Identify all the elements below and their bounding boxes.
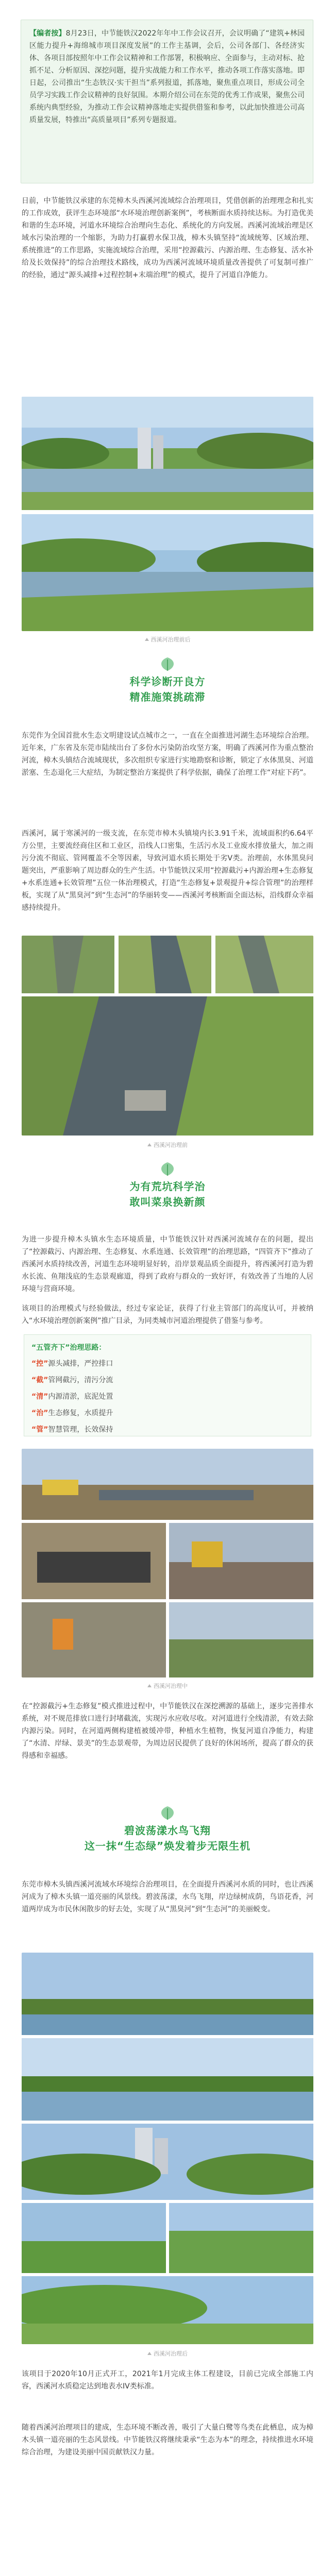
section-heading-3: 碧波荡漾水鸟飞翔 这一抹“生态绿”焕发着步无限生机 xyxy=(84,1824,251,1852)
editor-note-body: 8月23日，中节能铁汉2022年年中工作会议召开，会议明确了“建筑+林园区能力提升+海绵城市项目深度发展”的工作主基调，会后，公司各部门、各经济实体、各项目部按照年中工作会议精神和工作部署，积极响应、全面参与，主动对标、抢抓不足、分析原因、深挖问题，提升实战能力和工作水平，推动各项工作落实落地。即日起，公司推出“生态铁汉·实干担当”系列报道，抓落地，聚焦重点项目，形成公司全员学习实践工作会议精神的良好氛围。本期介绍公司在东莞的优秀工作成果，聚焦公司系统内典型经验，为推动工作会议精神落地走实提供借鉴和参考，以此加快推进公司高质量发展，特推出“高质量项目”系列专题报道。 xyxy=(29,29,305,124)
paragraph-8: 该项目于2020年10月正式开工，2021年1月完成主体工程建设，目前已完成全部施工内容，西溪河水质稳定达到地表水IV类标准。 xyxy=(22,2370,313,2391)
caption-2: 西溪河治理前 xyxy=(0,1141,335,1149)
paragraph-6: 在“控源截污+生态修复”模式推进过程中，中节能铁汉在深挖溯源的基础上，逐步完善排水系统，对不规范排放口进行封堵截流，实现污水应收尽收。对河道进行全线清淤，有效去除内源污染。同时，在河道两侧构建植被缓冲带，种植水生植物，恢复河道自净能力，构建了“水清、岸绿、景美”的生态景观带，为周边居民提供了良好的休闲场所，提高了群众的获得感和幸福感。 xyxy=(22,1702,313,1760)
approach-list-box xyxy=(24,1334,311,1436)
approach-list-title: “五管齐下”治理思路： xyxy=(31,1344,106,1352)
list-item: “治”生态修复，水质提升 xyxy=(31,1409,113,1417)
paragraph-1: 日前，中节能铁汉承建的东莞樟木头西溪河流域综合治理项目，凭借创新的治理理念和扎实的工作成效，获评生态环境部“水环境治理创新案例”，考核断面水质持续达标。为打造优美和谐的生态环境，河道水环境综合治理向生态化、系统化的方向发展。西溪河流域治理是区域水污染治理的一个缩影，为助力打赢碧水保卫战，樟木头镇坚持“流域统筹、区域治理、系统推进”的工作思路，实施流域综合治理，采用“控源截污、内源治理、生态修复、活水补给及长效保持”的综合治理技术路线，成功为西溪河流域环境质量改善提供了可复制可推广的经验，通过“源头减排+过程控制+末端治理”的模式，提升了河道自净能力。 xyxy=(22,197,313,279)
river-photo-1 xyxy=(22,397,313,631)
caption-1: 西溪河治理前后 xyxy=(0,635,335,643)
triangle-icon xyxy=(147,1143,152,1146)
leaf-icon xyxy=(157,1161,178,1177)
river-after-photo-grid xyxy=(22,1953,313,2344)
triangle-icon xyxy=(147,1684,152,1687)
caption-3: 西溪河治理中 xyxy=(0,1682,335,1690)
list-item: “控”源头减排，严控排口 xyxy=(31,1360,113,1368)
list-item: “管”智慧管理，长效保持 xyxy=(31,1426,113,1434)
triangle-icon xyxy=(145,638,149,641)
section-heading-1: 科学诊断开良方 精准施策挑疏滞 xyxy=(129,675,206,703)
triangle-icon xyxy=(147,2352,152,2355)
paragraph-2: 东莞作为全国首批水生态文明建设试点城市之一，一直在全面推进河湖生态环境综合治理。近年来，广东省及东莞市陆续出台了多份水污染防治攻坚方案，明确了西溪河作为重点整治河流，樟木头镇结合流域现状，多次组织专家进行实地勘察和诊断，锁定了水体黑臭、河道淤塞、生态退化三大症结，为制定整治方案提供了科学依据，确保了治理工作“对症下药”。 xyxy=(22,732,313,777)
editor-note-box xyxy=(21,20,313,183)
editor-note-tag: 【编者按】 xyxy=(29,29,66,38)
leaf-icon xyxy=(157,656,178,672)
list-item: “清”内源清淤，底泥处置 xyxy=(31,1393,113,1401)
construction-photo-grid xyxy=(22,1449,313,1677)
section-heading-2: 为有荒坑科学治 敢叫菜泉换新颜 xyxy=(129,1180,206,1208)
caption-4: 西溪河治理后 xyxy=(0,2349,335,2358)
paragraph-5: 该项目的治理模式与经验做法，经过专家论证，获得了行业主管部门的高度认可，并被纳入“水环境治理创新案例”推广目录，为同类城市河道治理提供了借鉴与参考。 xyxy=(22,1304,313,1325)
paragraph-3: 西溪河，属于寒溪河的一级支流，在东莞市樟木头镇境内长3.91千米，流域面积约6.64平方公里，主要流经商住区和工业区，沿线人口密集，生活污水及工业废水排放量大，加之雨污分流不彻底、管网覆盖不全等因素，导致河道水质长期处于劣V类。治理前，水体黑臭问题突出，严重影响了周边群众的生产生活。中节能铁汉采用“控源截污+内源治理+生态修复+水系连通+长效管理”五位一体治理模式，打造“生态修复+景观提升+综合管理”的治理样板，实现了从“黑臭河”到“生态河”的华丽转变——西溪河考核断面全面达标，沿线群众幸福感持续提升。 xyxy=(22,829,313,912)
list-item: “截”管网截污，清污分流 xyxy=(31,1376,113,1384)
leaf-icon xyxy=(157,1805,178,1821)
editor-note-text xyxy=(21,20,313,133)
paragraph-9: 随着西溪河治理项目的建成，生态环境不断改善，吸引了大量白鹭等鸟类在此栖息，成为樟木头镇一道亮丽的生态风景线。中节能铁汉将继续秉承“生态为本”的理念，持续推进水环境综合治理，为建设美丽中国贡献铁汉力量。 xyxy=(22,2424,313,2456)
paragraph-4: 为进一步提升樟木头镇水生态环境质量，中节能铁汉针对西溪河流域存在的问题，提出了“控源截污、内源治理、生态修复、水系连通、长效管理”的治理思路，“四管齐下”推动了西溪河水质持续改善，河道生态环境明显好转，沿岸景观品质全面提升，将西溪河打造为碧水长流、鱼翔浅底的生态景观廊道，得到了政府与群众的一致好评，有效改善了当地的人居环境与营商环境。 xyxy=(22,1235,313,1293)
river-photo-grid-2 xyxy=(22,936,313,1136)
paragraph-7: 东莞市樟木头镇西溪河流域水环境综合治理项目，在全面提升西溪河水质的同时，也让西溪河成为了樟木头镇一道亮丽的风景线。碧波荡漾，水鸟飞翔，岸边绿树成荫，鸟语花香，河道两岸成为市民休闲散步的好去处，实现了从“黑臭河”到“生态河”的美丽蜕变。 xyxy=(22,1880,313,1913)
